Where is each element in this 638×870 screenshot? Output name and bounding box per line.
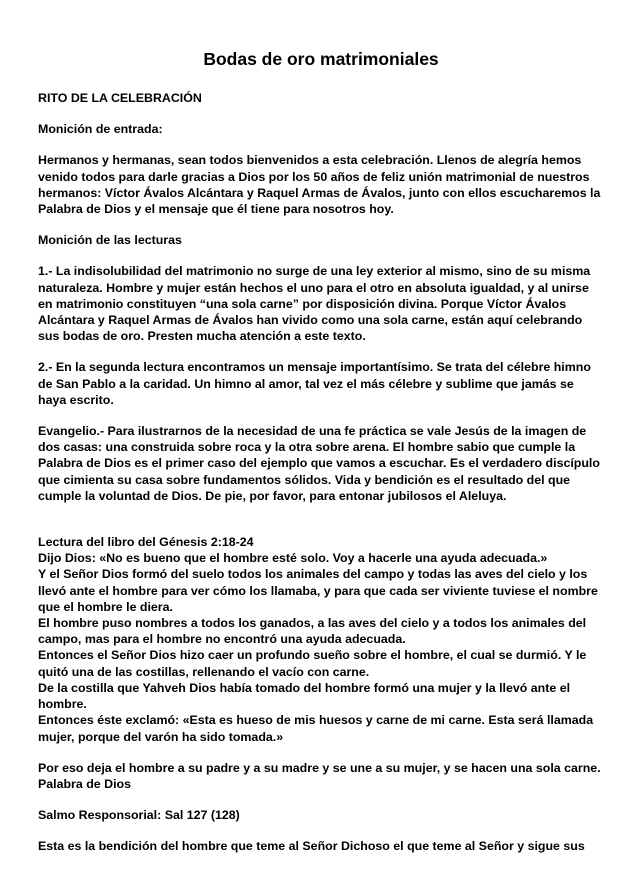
monicion-lecturas-heading: Monición de las lecturas [38,233,182,248]
genesis-paragraph-2: Y el Señor Dios formó del suelo todos los animales del campo y todas las aves del cielo y los llevó ante el hombre para ver cómo los llamaba, y para que cada ser viviente tuviese el nombre que el hombre le diera. [38,567,598,614]
salmo-paragraph: Esta es la bendición del hombre que teme al Señor Dichoso el que teme al Señor y sigue sus [38,839,585,854]
genesis-paragraph-7: Por eso deja el hombre a su padre y a su madre y se une a su mujer, y se hacen una sola carne. Palabra de Dios [38,760,601,791]
spacer [38,519,604,534]
document-title: Bodas de oro matrimoniales [203,49,439,69]
genesis-paragraph-4: Entonces el Señor Dios hizo caer un profundo sueño sobre el hombre, el cual se durmió. Y le quitó una de las costillas, rellenando el vacío con carne. [38,648,587,679]
genesis-paragraph-5: De la costilla que Yahveh Dios había tomado del hombre formó una mujer y la llevó ante el hombre. [38,680,571,712]
genesis-paragraph-6: Entonces éste exclamó: «Esta es hueso de mis huesos y carne de mi carne. Esta será llamada mujer, porque del varón ha sido tomada.» [38,713,594,744]
evangelio-paragraph: Evangelio.- Para ilustrarnos de la necesidad de una fe práctica se vale Jesús de la imagen de dos casas: una construida sobre roca y la otra sobre arena. El hombre sabio que cumple la Palabra de Dios es el primer caso del ejemplo que vamos a escuchar. Es el verdadero discípulo que cimienta su casa sobre fundamentos sólidos. Vida y bendición es el resultado del que cumple la voluntad de Dios. De pie, por favor, para entonar jubilosos el Aleluya. [38,424,600,503]
genesis-paragraph-3: El hombre puso nombres a todos los ganados, a las aves del cielo y a todos los animales del campo, mas para el hombre no encontró una ayuda adecuada. [38,616,587,647]
rito-heading: RITO DE LA CELEBRACIÓN [38,91,202,105]
monicion-entrada-heading: Monición de entrada: [38,122,163,137]
genesis-heading: Lectura del libro del Génesis 2:18-24 [38,535,254,550]
document-page [38,48,604,870]
lectura-2-paragraph: 2.- En la segunda lectura encontramos un mensaje importantísimo. Se trata del célebre himno de San Pablo a la caridad. Un himno al amor, tal vez el más célebre y sublime que jamás se haya escrito. [38,360,591,407]
genesis-paragraph-1: Dijo Dios: «No es bueno que el hombre esté solo. Voy a hacerle una ayuda adecuada.» [38,551,548,566]
salmo-heading: Salmo Responsorial: Sal 127 (128) [38,808,240,823]
lectura-1-paragraph: 1.- La indisolubilidad del matrimonio no surge de una ley exterior al mismo, sino de su misma naturaleza. Hombre y mujer están hechos el uno para el otro en absoluta igualdad, y al unirse en matrimonio constituyen “una sola carne” por disposición divina. Porque Víctor Ávalos Alcántara y Raquel Armas de Ávalos han vivido como una sola carne, están aquí celebrando sus bodas de oro. Presten mucha atención a este texto. [38,264,591,344]
monicion-entrada-paragraph: Hermanos y hermanas, sean todos bienvenidos a esta celebración. Llenos de alegría hemos venido todos para darle gracias a Dios por los 50 años de feliz unión matrimonial de nuestros hermanos: Víctor Ávalos Alcántara y Raquel Armas de Ávalos, junto con ellos escucharemos la Palabra de Dios y el mensaje que él tiene para nosotros hoy. [38,153,601,217]
